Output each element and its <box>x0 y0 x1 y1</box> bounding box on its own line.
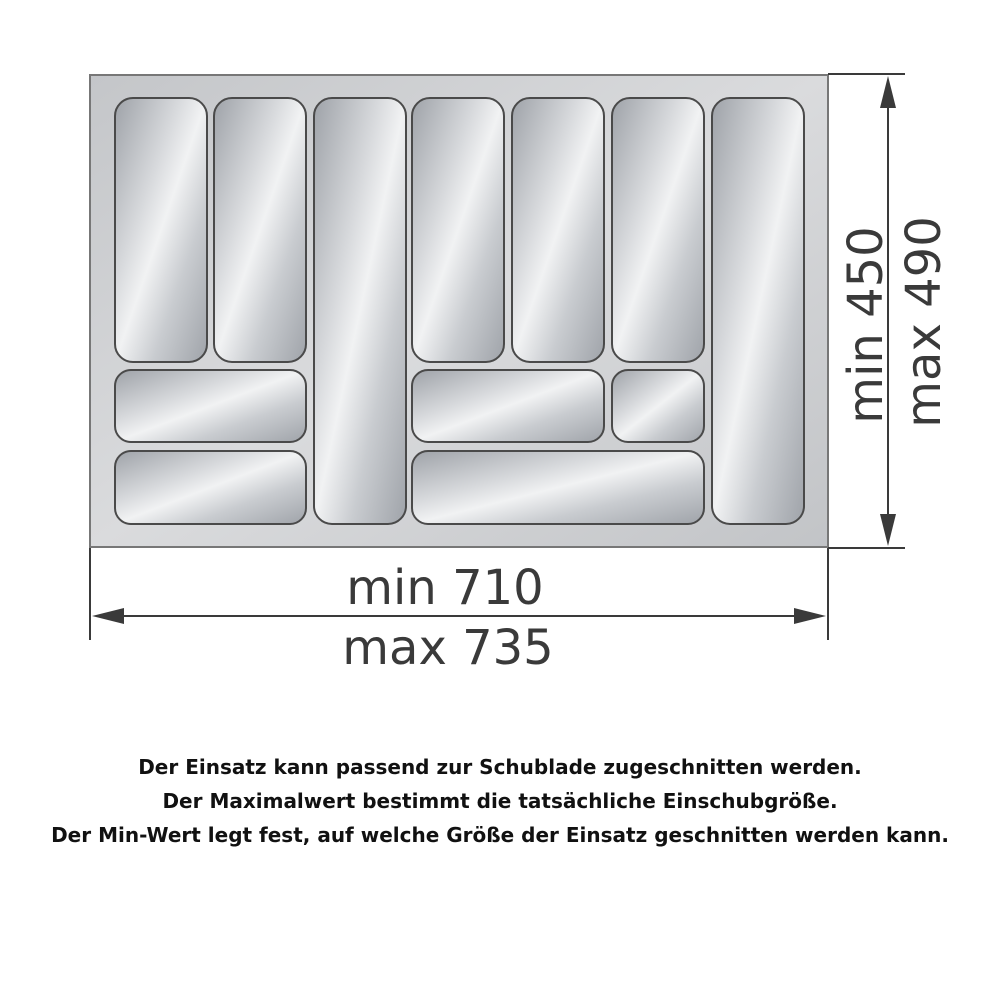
compartment-short-left-top <box>115 370 306 442</box>
depth-max-label: max 490 <box>896 216 952 428</box>
compartment-wide-bottom <box>412 451 704 524</box>
caption-block <box>0 750 1000 852</box>
caption-line-1: Der Einsatz kann passend zur Schublade zugeschnitten werden. <box>138 755 862 779</box>
compartment-full-1 <box>314 98 406 524</box>
depth-min-label: min 450 <box>838 226 894 424</box>
compartment-short-left-bottom <box>115 451 306 524</box>
compartment-small <box>612 370 704 442</box>
compartment-short-mid-top <box>412 370 604 442</box>
compartment-full-2 <box>712 98 804 524</box>
arrow-up-icon <box>880 76 896 108</box>
caption-line-3: Der Min-Wert legt fest, auf welche Größe der Einsatz geschnitten werden kann. <box>51 823 949 847</box>
compartment-long-2 <box>214 98 306 362</box>
arrow-right-icon <box>794 608 826 624</box>
arrow-left-icon <box>92 608 124 624</box>
caption-line-2: Der Maximalwert bestimmt die tatsächliche Einschubgröße. <box>162 789 838 813</box>
compartment-long-5 <box>612 98 704 362</box>
compartment-long-1 <box>115 98 207 362</box>
width-max-label: max 735 <box>342 620 554 676</box>
arrow-down-icon <box>880 514 896 546</box>
width-min-label: min 710 <box>346 560 544 616</box>
tray-compartments <box>115 98 804 524</box>
compartment-long-4 <box>512 98 604 362</box>
compartment-long-3 <box>412 98 504 362</box>
